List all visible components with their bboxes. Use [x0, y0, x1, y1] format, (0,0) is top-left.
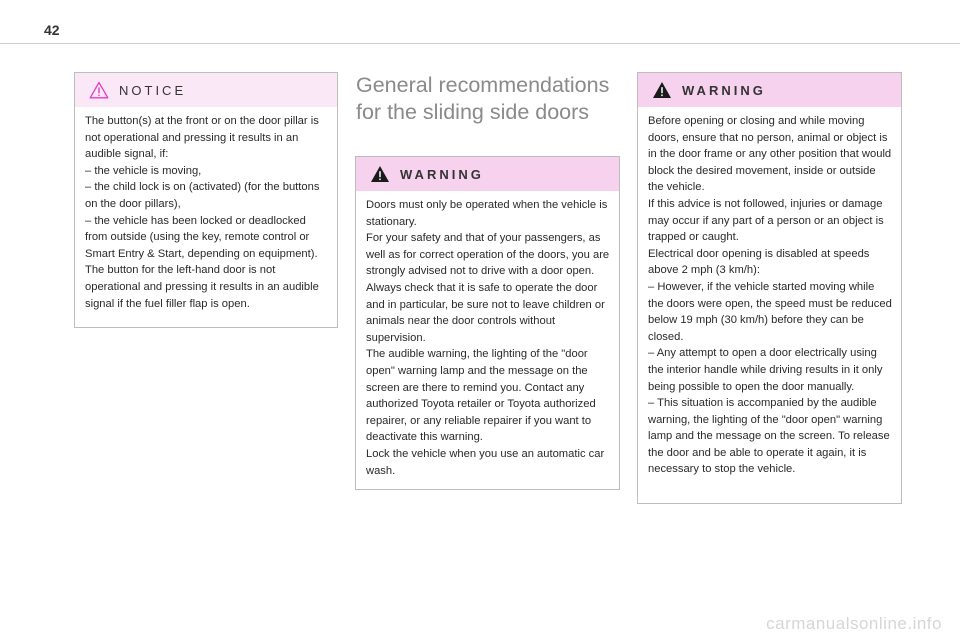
warning-right-line: If this advice is not followed, injuries or damage may occur if any part of a person or an object is trapped or caught.	[648, 197, 884, 244]
notice-line: – the vehicle has been locked or deadlocked from outside (using the key, remote control or Smart Entry & Start, depending on equipment).	[85, 214, 318, 260]
warning-right-line: – Any attempt to open a door electrically using the interior handle while driving results in it only being possible to open the door manually.	[648, 347, 883, 393]
warning-right-title: WARNING	[682, 82, 766, 98]
warning-right-line: – However, if the vehicle started moving while the doors were open, the speed must be reduced below 19 mph (30 km/h) before they can be closed.	[648, 280, 892, 343]
notice-box-header	[75, 73, 337, 107]
warning-box-right-header	[638, 73, 901, 107]
section-heading: General recommendations for the sliding side doors	[356, 73, 610, 124]
warning-triangle-icon	[652, 81, 672, 99]
warning-box-middle-header	[356, 157, 619, 191]
warning-middle-line: Always check that it is safe to operate the door and in particular, be sure not to leave children or animals near the door controls without supervision.	[366, 281, 605, 344]
warning-right-line: – This situation is accompanied by the audible warning, the lighting of the "door open" warning lamp and the message on the screen. To release the door and be able to operate it again, it is necessary to stop the vehicle.	[648, 397, 890, 476]
notice-line: The button for the left-hand door is not operational and pressing it results in an audible signal if the fuel filler flap is open.	[85, 264, 319, 310]
notice-line: The button(s) at the front or on the door pillar is not operational and pressing it results in an audible signal, if:	[85, 115, 319, 161]
warning-right-line: Before opening or closing and while moving doors, ensure that no person, animal or object is in the door frame or any other position that would block the desired movement, inside or outside the vehicle.	[648, 115, 892, 194]
warning-middle-line: For your safety and that of your passengers, as well as for correct operation of the doors, you are strongly advised not to drive with a door open.	[366, 232, 610, 278]
page-number: 42	[44, 22, 60, 38]
warning-middle-body	[356, 191, 619, 487]
warning-box-right	[637, 72, 902, 504]
watermark-text: carmanualsonline.info	[766, 614, 942, 633]
warning-box-middle	[355, 156, 620, 490]
notice-body	[75, 107, 337, 320]
notice-box	[74, 72, 338, 328]
warning-middle-line: Lock the vehicle when you use an automatic car wash.	[366, 447, 605, 477]
warning-middle-line: The audible warning, the lighting of the "door open" warning lamp and the message on the screen are there to remind you. Contact any authorized Toyota retailer or Toyota authorized repairer, or any reliable repairer if you want to deactivate this warning.	[366, 348, 596, 444]
notice-title: NOTICE	[119, 82, 187, 98]
top-divider	[0, 43, 960, 44]
warning-triangle-outline-icon	[89, 81, 109, 99]
warning-middle-line: Doors must only be operated when the vehicle is stationary.	[366, 199, 608, 228]
warning-right-line: Electrical door opening is disabled at speeds above 2 mph (3 km/h):	[648, 247, 870, 277]
warning-middle-title: WARNING	[400, 166, 484, 182]
notice-line: – the child lock is on (activated) (for the buttons on the door pillars),	[85, 181, 320, 210]
warning-right-body	[638, 107, 901, 486]
warning-triangle-icon	[370, 165, 390, 183]
notice-line: – the vehicle is moving,	[85, 164, 202, 177]
